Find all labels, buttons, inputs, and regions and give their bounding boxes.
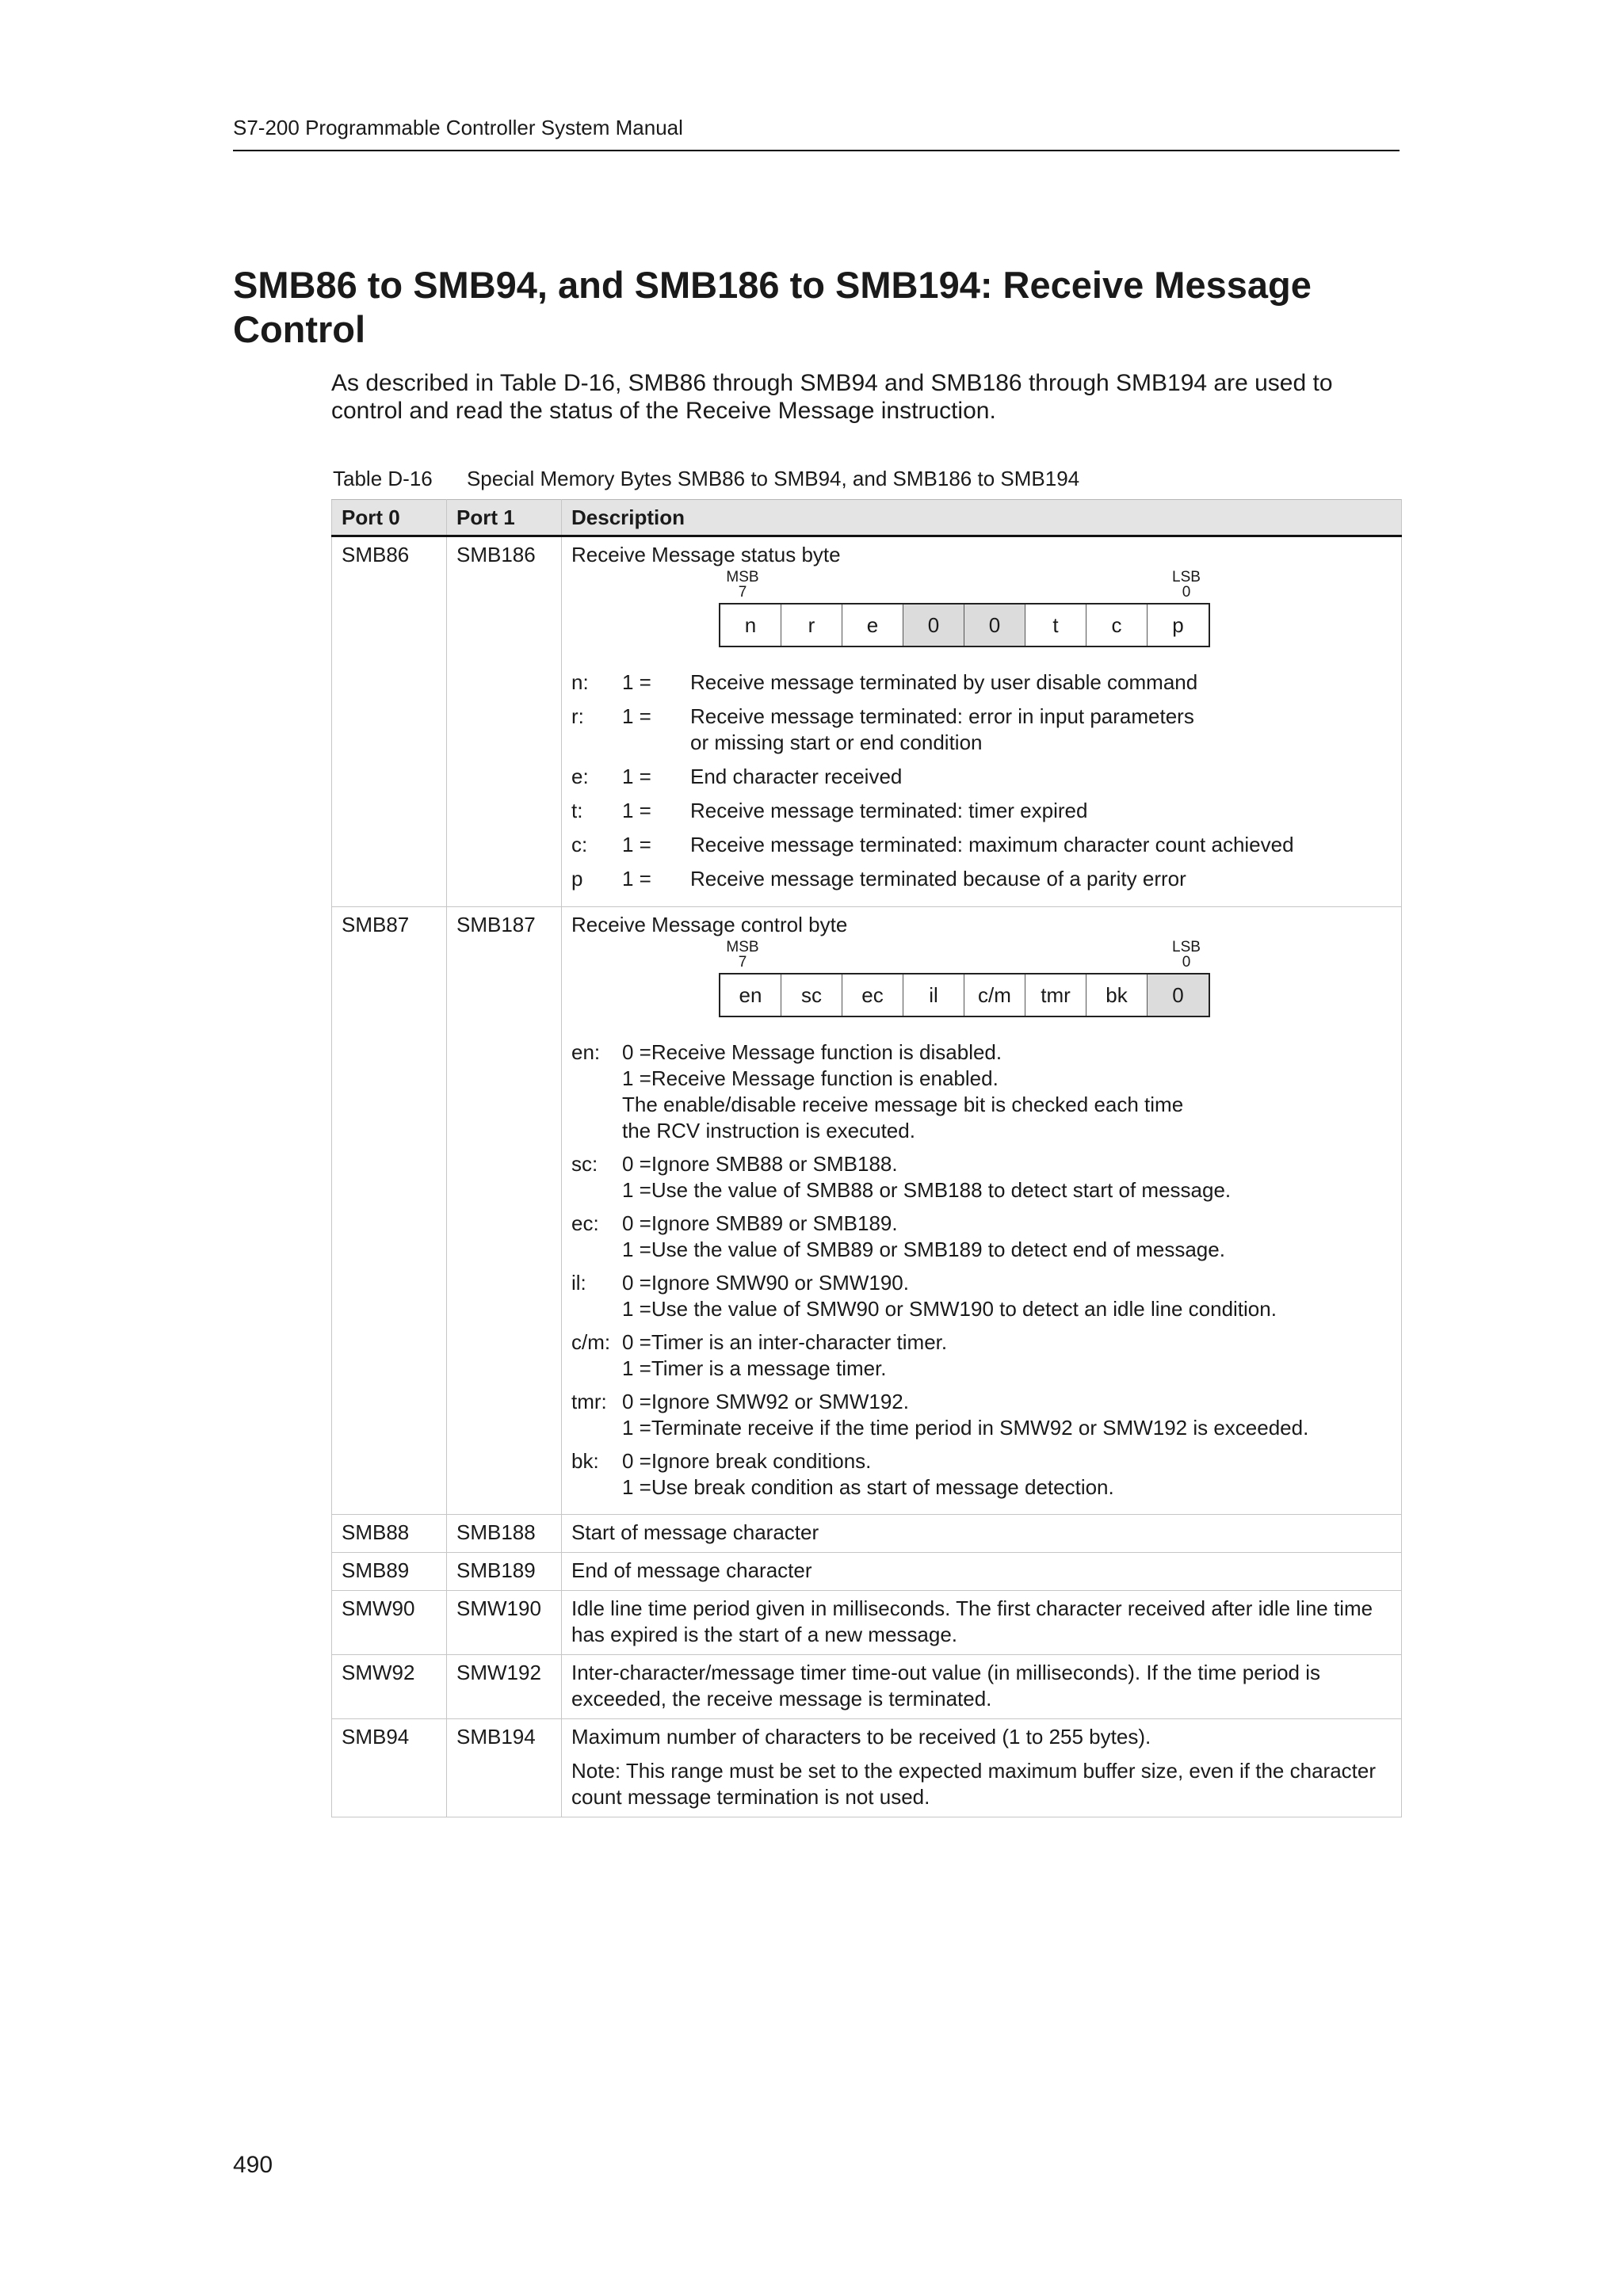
legend-line: 0 =Receive Message function is disabled.: [622, 1040, 1002, 1064]
legend-line: the RCV instruction is executed.: [622, 1119, 915, 1142]
legend-key: p: [571, 867, 583, 891]
cell-port0: SMB86: [332, 536, 447, 907]
status-byte-label: Receive Message status byte: [571, 543, 841, 566]
msb-lsb-labels: [719, 570, 1210, 600]
cell-description: End of message character: [562, 1553, 1402, 1591]
control-byte-label: Receive Message control byte: [571, 913, 848, 936]
legend-key: ec:: [571, 1211, 599, 1235]
table-row: [332, 1553, 1402, 1591]
bit-row: [719, 973, 1210, 1017]
table-row: [332, 1655, 1402, 1719]
legend-item: [571, 832, 1392, 858]
legend-item: [571, 1039, 1392, 1144]
cell-port1: SMW192: [447, 1655, 562, 1719]
cell-port0: SMB94: [332, 1719, 447, 1817]
legend-item: [571, 1448, 1392, 1501]
lsb-marker: [1163, 940, 1210, 970]
lsb-label: LSB: [1172, 939, 1201, 955]
bit-row: [719, 603, 1210, 647]
legend-item: [571, 1211, 1392, 1263]
legend-item: [571, 764, 1392, 790]
lsb-label: LSB: [1172, 569, 1201, 585]
bit-cell: t: [1025, 605, 1086, 646]
legend-line: 1 =Timer is a message timer.: [622, 1356, 887, 1380]
legend-key: e:: [571, 765, 589, 788]
legend-line: Receive message terminated by user disable command: [690, 670, 1198, 694]
cell-description: Start of message character: [562, 1515, 1402, 1553]
legend-line: 1 =Use the value of SMB88 or SMB188 to detect start of message.: [622, 1178, 1232, 1202]
cell-port0: SMB89: [332, 1553, 447, 1591]
cell-description: Inter-character/message timer time-out value (in milliseconds). If the time period is exceeded, the receive message is terminated.: [562, 1655, 1402, 1719]
legend-text: [690, 669, 1392, 696]
cell-port1: SMB188: [447, 1515, 562, 1553]
legend-key: c/m:: [571, 1330, 611, 1354]
legend-text: [690, 832, 1392, 858]
cell-port1: SMW190: [447, 1591, 562, 1655]
msb-label: MSB: [726, 939, 759, 955]
msb-label: MSB: [726, 569, 759, 585]
legend-text: [690, 704, 1392, 756]
legend-eq: 1 =: [622, 670, 651, 694]
legend-line: 0 =Ignore SMB89 or SMB189.: [622, 1211, 898, 1235]
legend-eq: 1 =: [622, 867, 651, 891]
legend-eq: 1 =: [622, 833, 651, 856]
legend-eq: 1 =: [622, 799, 651, 822]
legend-line: 1 =Terminate receive if the time period in SMW92 or SMW192 is exceeded.: [622, 1416, 1309, 1440]
lsb-marker: [1163, 570, 1210, 600]
legend-line: 0 =Ignore break conditions.: [622, 1449, 872, 1473]
bit-cell: c/m: [964, 974, 1025, 1016]
cell-description: [562, 907, 1402, 1515]
legend-line: The enable/disable receive message bit is checked each time: [622, 1093, 1184, 1116]
bit-cell: bk: [1086, 974, 1148, 1016]
special-memory-table: [331, 499, 1402, 1817]
table-row: [332, 1515, 1402, 1553]
legend-key: r:: [571, 704, 584, 728]
bit-cell-reserved: 0: [903, 605, 964, 646]
bit-cell-reserved: 0: [1148, 974, 1209, 1016]
header-port1: Port 1: [447, 500, 562, 536]
legend-text: [622, 1151, 1392, 1203]
bit-cell: c: [1086, 605, 1148, 646]
legend-text: [622, 1389, 1392, 1441]
legend-line: 0 =Ignore SMB88 or SMB188.: [622, 1152, 898, 1176]
cell-port1: SMB189: [447, 1553, 562, 1591]
msb-index: 7: [738, 584, 747, 601]
cell-port1: SMB194: [447, 1719, 562, 1817]
control-bit-diagram: [719, 940, 1218, 1017]
bit-cell: n: [720, 605, 781, 646]
legend-line: Receive message terminated: maximum character count achieved: [690, 833, 1294, 856]
legend-text: [622, 1329, 1392, 1382]
cell-port0: SMB87: [332, 907, 447, 1515]
legend-item: [571, 704, 1392, 756]
legend-line: 0 =Ignore SMW92 or SMW192.: [622, 1390, 909, 1413]
note-text: Note: This range must be set to the expected maximum buffer size, even if the character count message termination is not used.: [571, 1759, 1376, 1809]
legend-item: [571, 1329, 1392, 1382]
legend-line: 1 =Use break condition as start of message detection.: [622, 1475, 1114, 1499]
legend-key: il:: [571, 1271, 586, 1295]
bit-cell: sc: [781, 974, 842, 1016]
legend-text: [622, 1448, 1392, 1501]
control-bit-legend: [571, 1039, 1392, 1501]
msb-lsb-labels: [719, 940, 1210, 970]
legend-key: c:: [571, 833, 588, 856]
msb-marker: [719, 570, 766, 600]
bit-cell: ec: [842, 974, 903, 1016]
status-bit-diagram: [719, 570, 1218, 647]
bit-cell: il: [903, 974, 964, 1016]
legend-eq: 1 =: [622, 765, 651, 788]
bit-cell: en: [720, 974, 781, 1016]
legend-item: [571, 866, 1392, 892]
legend-text: [690, 764, 1392, 790]
legend-line: or missing start or end condition: [690, 730, 983, 754]
cell-port1: SMB186: [447, 536, 562, 907]
description-text: Maximum number of characters to be received (1 to 255 bytes).: [571, 1725, 1151, 1749]
legend-item: [571, 669, 1392, 696]
legend-line: 1 =Use the value of SMW90 or SMW190 to detect an idle line condition.: [622, 1297, 1277, 1321]
bit-cell: r: [781, 605, 842, 646]
cell-description: Idle line time period given in milliseconds. The first character received after idle line time has expired is the start of a new message.: [562, 1591, 1402, 1655]
legend-line: Receive message terminated because of a parity error: [690, 867, 1186, 891]
lsb-index: 0: [1182, 584, 1191, 601]
legend-key: sc:: [571, 1152, 598, 1176]
table-row: [332, 1719, 1402, 1817]
legend-key: t:: [571, 799, 583, 822]
status-bit-legend: [571, 669, 1392, 892]
legend-text: [622, 1270, 1392, 1322]
legend-eq: 1 =: [622, 704, 651, 728]
legend-key: tmr:: [571, 1390, 607, 1413]
cell-port0: SMB88: [332, 1515, 447, 1553]
legend-line: End character received: [690, 765, 903, 788]
legend-key: n:: [571, 670, 589, 694]
table-row-status-byte: [332, 536, 1402, 907]
legend-text: [622, 1211, 1392, 1263]
msb-marker: [719, 940, 766, 970]
bit-cell: e: [842, 605, 903, 646]
bit-cell: p: [1172, 613, 1184, 637]
table-caption: [333, 467, 1079, 491]
legend-line: 1 =Receive Message function is enabled.: [622, 1066, 999, 1090]
header-port0: Port 0: [332, 500, 447, 536]
cell-port0: SMW92: [332, 1655, 447, 1719]
table-caption-label: Table D-16: [333, 467, 433, 490]
legend-text: [690, 866, 1392, 892]
legend-item: [571, 1389, 1392, 1441]
cell-description: [562, 536, 1402, 907]
legend-key: bk:: [571, 1449, 599, 1473]
cell-port0: SMW90: [332, 1591, 447, 1655]
table-row-control-byte: [332, 907, 1402, 1515]
legend-line: Receive message terminated: timer expired: [690, 799, 1088, 822]
legend-line: 1 =Use the value of SMB89 or SMB189 to detect end of message.: [622, 1238, 1225, 1261]
legend-text: [690, 798, 1392, 824]
lsb-index: 0: [1182, 954, 1191, 971]
table-wrapper: [331, 499, 1401, 1817]
cell-port1: SMB187: [447, 907, 562, 1515]
table-caption-title: Special Memory Bytes SMB86 to SMB94, and SMB186 to SMB194: [466, 467, 1080, 490]
legend-key: en:: [571, 1040, 601, 1064]
section-title: SMB86 to SMB94, and SMB186 to SMB194: Receive Message Control: [233, 264, 1312, 350]
running-header: S7-200 Programmable Controller System Manual: [233, 116, 1400, 151]
intro-paragraph: As described in Table D-16, SMB86 through SMB94 and SMB186 through SMB194 are used to control and read the status of the Receive Message instruction.: [331, 370, 1333, 424]
table-row: [332, 1591, 1402, 1655]
bit-cell: tmr: [1025, 974, 1086, 1016]
header-description: Description: [562, 500, 1402, 536]
legend-item: [571, 798, 1392, 824]
legend-item: [571, 1270, 1392, 1322]
legend-line: 0 =Ignore SMW90 or SMW190.: [622, 1271, 909, 1295]
legend-line: Receive message terminated: error in input parameters: [690, 704, 1194, 728]
legend-text: [622, 1039, 1392, 1144]
legend-item: [571, 1151, 1392, 1203]
legend-line: 0 =Timer is an inter-character timer.: [622, 1330, 948, 1354]
page-number: 490: [233, 2152, 273, 2178]
table-header-row: [332, 500, 1402, 536]
bit-cell-reserved: 0: [964, 605, 1025, 646]
cell-description: [562, 1719, 1402, 1817]
msb-index: 7: [738, 954, 747, 971]
